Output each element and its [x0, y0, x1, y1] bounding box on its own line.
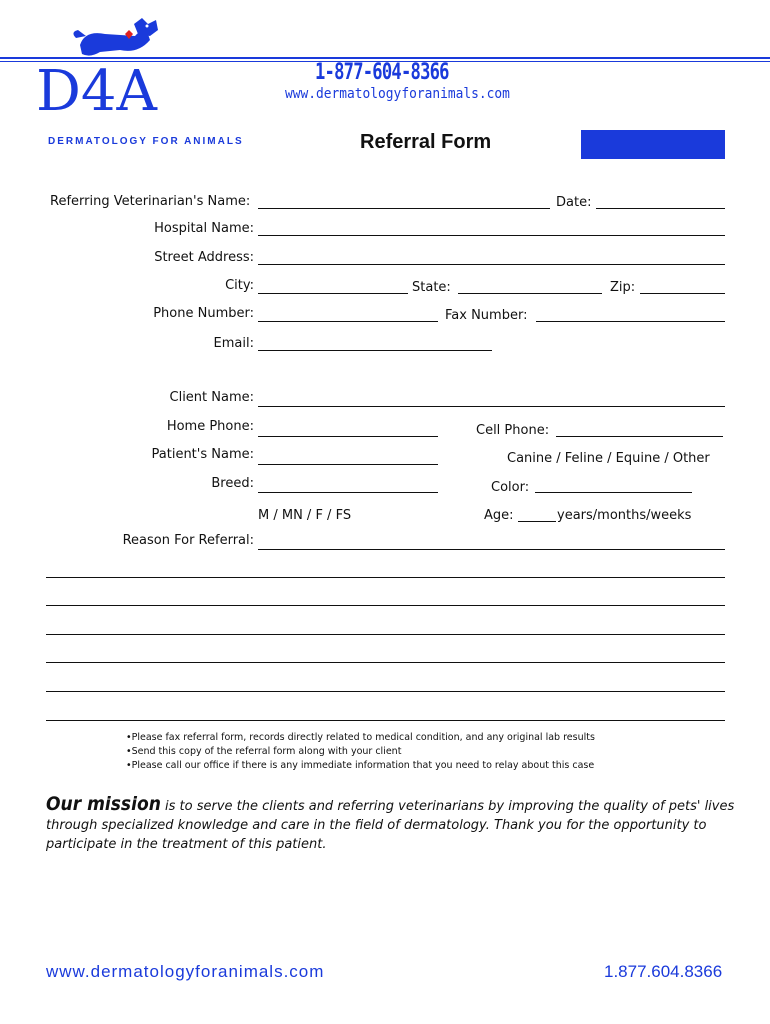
patient-field[interactable]	[258, 464, 438, 465]
home-phone-field[interactable]	[258, 436, 438, 437]
footer-phone: 1.877.604.8366	[604, 962, 723, 981]
sex-options[interactable]: M / MN / F / FS	[258, 508, 352, 523]
dog-cat-logo-icon	[30, 10, 270, 140]
logo-letters: D4A	[36, 59, 157, 124]
note-call: •Please call our office if there is any immediate information that you need to relay about this case	[126, 760, 595, 771]
breed-label: Breed:	[211, 476, 254, 491]
city-field[interactable]	[258, 293, 408, 294]
note-fax: •Please fax referral form, records directly related to medical condition, and any original lab results	[126, 732, 595, 743]
street-field[interactable]	[258, 264, 725, 265]
city-label: City:	[225, 278, 254, 293]
cell-phone-label: Cell Phone:	[476, 423, 550, 438]
mission-text: is to serve the clients and referring veterinarians by improving the quality of pets' lives through specialized knowledge and care in the field of dermatology. Thank you for the opportunity to participate in the treatment of this patient.	[46, 799, 735, 852]
patient-label: Patient's Name:	[151, 447, 254, 462]
page-title: Referral Form	[360, 131, 492, 153]
age-label: Age:	[484, 508, 514, 523]
office-use-box	[581, 130, 725, 159]
breed-field[interactable]	[258, 492, 438, 493]
cell-phone-field[interactable]	[556, 436, 723, 437]
note-copy: •Send this copy of the referral form along with your client	[126, 746, 402, 757]
zip-field[interactable]	[640, 293, 725, 294]
zip-label: Zip:	[610, 280, 636, 295]
reason-label: Reason For Referral:	[122, 533, 254, 548]
reason-line-4[interactable]	[46, 662, 725, 663]
email-label: Email:	[213, 336, 254, 351]
state-label: State:	[412, 280, 451, 295]
reason-line-1[interactable]	[46, 577, 725, 578]
client-field[interactable]	[258, 406, 725, 407]
phone-label: Phone Number:	[153, 306, 254, 321]
reason-field[interactable]	[258, 549, 725, 550]
footer-url[interactable]: www.dermatologyforanimals.com	[46, 962, 325, 981]
logo-tagline: DERMATOLOGY FOR ANIMALS	[48, 136, 244, 147]
email-field[interactable]	[258, 350, 492, 351]
client-label: Client Name:	[169, 390, 254, 405]
fax-field[interactable]	[536, 321, 725, 322]
mission-statement	[46, 795, 736, 854]
referring-vet-field[interactable]	[258, 208, 550, 209]
reason-line-6[interactable]	[46, 720, 725, 721]
state-field[interactable]	[458, 293, 602, 294]
reason-line-2[interactable]	[46, 605, 725, 606]
hospital-label: Hospital Name:	[154, 221, 254, 236]
age-units: years/months/weeks	[557, 508, 692, 523]
color-field[interactable]	[535, 492, 692, 493]
hospital-field[interactable]	[258, 235, 725, 236]
date-label: Date:	[556, 195, 592, 210]
color-label: Color:	[491, 480, 530, 495]
street-label: Street Address:	[154, 250, 254, 265]
mission-lead: Our mission	[46, 793, 161, 815]
reason-line-5[interactable]	[46, 691, 725, 692]
reason-line-3[interactable]	[46, 634, 725, 635]
species-options[interactable]: Canine / Feline / Equine / Other	[507, 451, 710, 466]
date-field[interactable]	[596, 208, 725, 209]
header-phone: 1-877-604-8366	[315, 60, 449, 85]
home-phone-label: Home Phone:	[166, 419, 254, 434]
age-field[interactable]	[518, 521, 556, 522]
referring-vet-label: Referring Veterinarian's Name:	[50, 194, 251, 209]
phone-field[interactable]	[258, 321, 438, 322]
fax-label: Fax Number:	[445, 308, 528, 323]
header-url[interactable]: www.dermatologyforanimals.com	[285, 86, 510, 102]
